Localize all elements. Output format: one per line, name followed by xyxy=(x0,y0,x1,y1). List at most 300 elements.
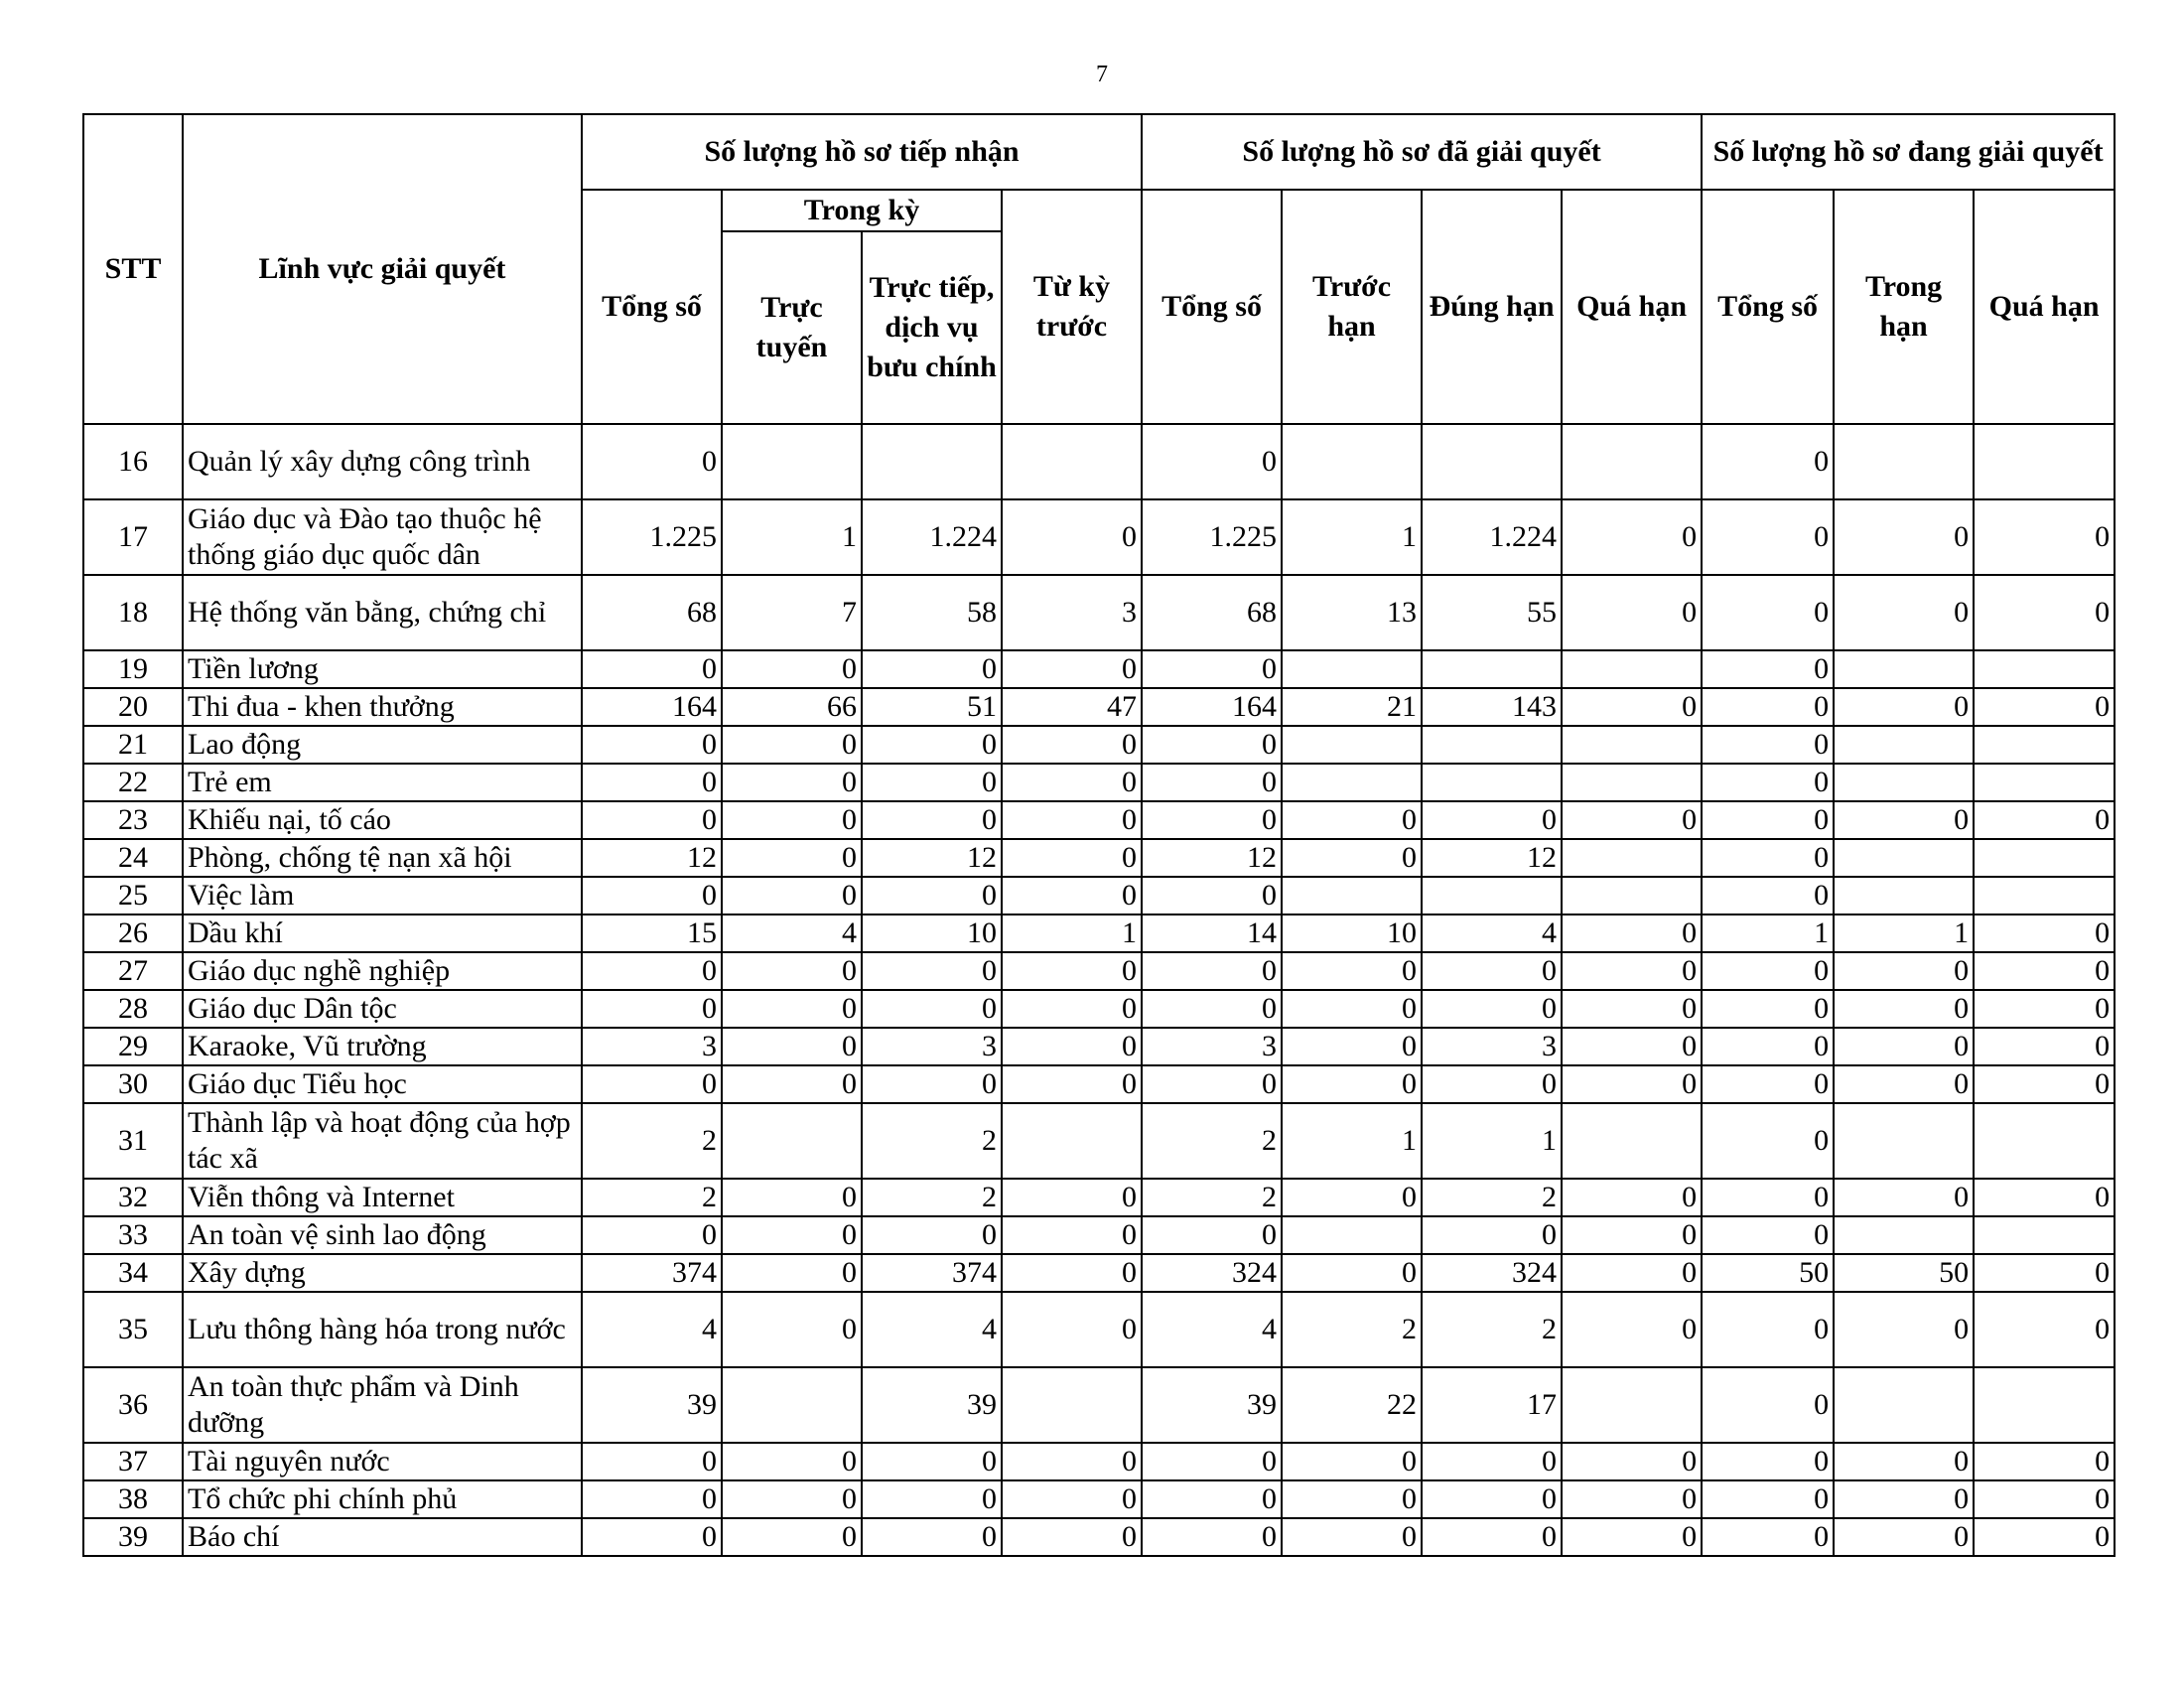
row-value-cell: 164 xyxy=(582,688,722,726)
row-value-cell: 0 xyxy=(1002,839,1142,877)
row-value-cell: 0 xyxy=(1974,801,2115,839)
row-value-cell: 12 xyxy=(582,839,722,877)
row-value-cell: 0 xyxy=(1562,1480,1702,1518)
row-value-cell: 0 xyxy=(1974,1292,2115,1367)
header-in-period: Trong kỳ xyxy=(722,190,1002,231)
row-value-cell xyxy=(1974,877,2115,914)
row-stt: 17 xyxy=(83,499,183,575)
row-value-cell: 21 xyxy=(1282,688,1422,726)
row-value-cell xyxy=(722,1367,862,1443)
row-value-cell xyxy=(1422,726,1562,764)
row-field: Giáo dục Dân tộc xyxy=(183,990,582,1028)
row-value-cell: 0 xyxy=(1142,424,1282,499)
row-value-cell: 0 xyxy=(1002,1518,1142,1556)
row-value-cell xyxy=(1974,839,2115,877)
row-value-cell: 0 xyxy=(1002,1216,1142,1254)
row-value-cell: 2 xyxy=(1422,1179,1562,1216)
row-field: Hệ thống văn bằng, chứng chỉ xyxy=(183,575,582,650)
row-value-cell: 0 xyxy=(1974,914,2115,952)
row-value-cell: 12 xyxy=(862,839,1002,877)
row-field: Khiếu nại, tố cáo xyxy=(183,801,582,839)
row-value-cell: 0 xyxy=(722,877,862,914)
row-value-cell: 0 xyxy=(722,726,862,764)
header-overdue: Quá hạn xyxy=(1562,190,1702,424)
row-value-cell: 0 xyxy=(1002,952,1142,990)
table-row xyxy=(83,839,2115,877)
table-row xyxy=(83,1065,2115,1103)
header-pending-total: Tổng số xyxy=(1702,190,1834,424)
table-row xyxy=(83,688,2115,726)
row-value-cell: 0 xyxy=(1142,1480,1282,1518)
row-value-cell: 0 xyxy=(582,764,722,801)
row-value-cell xyxy=(1974,1216,2115,1254)
row-value-cell: 0 xyxy=(1702,952,1834,990)
row-value-cell: 58 xyxy=(862,575,1002,650)
row-value-cell xyxy=(1834,877,1974,914)
row-value-cell: 2 xyxy=(1282,1292,1422,1367)
row-stt: 27 xyxy=(83,952,183,990)
row-value-cell: 0 xyxy=(1702,1216,1834,1254)
row-value-cell xyxy=(1834,424,1974,499)
row-value-cell: 0 xyxy=(1422,1216,1562,1254)
row-value-cell: 0 xyxy=(1002,499,1142,575)
row-value-cell xyxy=(1002,1103,1142,1179)
row-field: Quản lý xây dựng công trình xyxy=(183,424,582,499)
row-value-cell: 3 xyxy=(1002,575,1142,650)
row-value-cell: 1.225 xyxy=(1142,499,1282,575)
row-value-cell: 0 xyxy=(1422,990,1562,1028)
row-value-cell: 0 xyxy=(722,952,862,990)
row-value-cell: 0 xyxy=(722,1480,862,1518)
row-field: Xây dựng xyxy=(183,1254,582,1292)
row-value-cell: 2 xyxy=(1142,1103,1282,1179)
row-value-cell: 0 xyxy=(722,1292,862,1367)
row-value-cell xyxy=(1282,764,1422,801)
row-value-cell: 0 xyxy=(1142,990,1282,1028)
row-value-cell: 0 xyxy=(1834,1028,1974,1065)
row-value-cell: 51 xyxy=(862,688,1002,726)
row-value-cell: 0 xyxy=(1702,990,1834,1028)
row-value-cell: 0 xyxy=(1142,650,1282,688)
row-stt: 30 xyxy=(83,1065,183,1103)
row-value-cell: 0 xyxy=(1702,764,1834,801)
row-value-cell: 2 xyxy=(582,1103,722,1179)
row-stt: 22 xyxy=(83,764,183,801)
row-field: Tiền lương xyxy=(183,650,582,688)
row-value-cell xyxy=(1562,424,1702,499)
row-value-cell: 0 xyxy=(1562,1292,1702,1367)
row-value-cell: 0 xyxy=(1974,499,2115,575)
row-value-cell: 0 xyxy=(1834,1065,1974,1103)
row-value-cell: 0 xyxy=(1974,990,2115,1028)
row-value-cell: 374 xyxy=(862,1254,1002,1292)
row-value-cell: 0 xyxy=(582,726,722,764)
row-value-cell: 2 xyxy=(582,1179,722,1216)
row-value-cell: 0 xyxy=(1974,1443,2115,1480)
row-value-cell: 39 xyxy=(582,1367,722,1443)
row-value-cell: 0 xyxy=(582,1216,722,1254)
row-field: Thành lập và hoạt động của hợp tác xã xyxy=(183,1103,582,1179)
row-value-cell xyxy=(1834,764,1974,801)
row-value-cell xyxy=(1422,764,1562,801)
row-value-cell: 12 xyxy=(1142,839,1282,877)
row-value-cell: 0 xyxy=(1002,801,1142,839)
row-value-cell: 0 xyxy=(582,1480,722,1518)
row-value-cell: 0 xyxy=(722,1254,862,1292)
row-value-cell: 0 xyxy=(1002,650,1142,688)
row-stt: 28 xyxy=(83,990,183,1028)
row-field: Trẻ em xyxy=(183,764,582,801)
row-value-cell: 0 xyxy=(1974,575,2115,650)
row-value-cell: 324 xyxy=(1422,1254,1562,1292)
row-field: Giáo dục Tiểu học xyxy=(183,1065,582,1103)
row-value-cell: 0 xyxy=(1974,1065,2115,1103)
row-value-cell: 2 xyxy=(862,1103,1002,1179)
row-value-cell: 0 xyxy=(1142,952,1282,990)
row-value-cell: 68 xyxy=(1142,575,1282,650)
row-value-cell: 0 xyxy=(1974,952,2115,990)
row-value-cell: 0 xyxy=(1422,1065,1562,1103)
row-value-cell: 0 xyxy=(1834,1292,1974,1367)
table-row xyxy=(83,1443,2115,1480)
row-value-cell: 2 xyxy=(1142,1179,1282,1216)
row-value-cell xyxy=(862,424,1002,499)
page-number: 7 xyxy=(1096,62,1108,87)
row-value-cell: 4 xyxy=(862,1292,1002,1367)
table-row xyxy=(83,1518,2115,1556)
row-value-cell: 0 xyxy=(862,1518,1002,1556)
row-stt: 24 xyxy=(83,839,183,877)
row-value-cell xyxy=(1562,839,1702,877)
table-row xyxy=(83,575,2115,650)
row-value-cell: 0 xyxy=(862,1443,1002,1480)
row-value-cell xyxy=(1282,650,1422,688)
header-direct-postal: Trực tiếp, dịch vụ bưu chính xyxy=(862,231,1002,424)
row-value-cell xyxy=(1282,726,1422,764)
row-value-cell xyxy=(1974,1103,2115,1179)
table-row xyxy=(83,952,2115,990)
row-value-cell: 0 xyxy=(1282,1443,1422,1480)
row-value-cell: 0 xyxy=(1974,1480,2115,1518)
table-row xyxy=(83,1216,2115,1254)
row-value-cell: 0 xyxy=(1002,1254,1142,1292)
row-value-cell: 0 xyxy=(1834,499,1974,575)
row-value-cell: 0 xyxy=(1834,1480,1974,1518)
row-value-cell: 0 xyxy=(862,1480,1002,1518)
row-value-cell xyxy=(1834,839,1974,877)
row-value-cell: 0 xyxy=(1002,1179,1142,1216)
row-value-cell: 1 xyxy=(1282,1103,1422,1179)
row-stt: 16 xyxy=(83,424,183,499)
row-value-cell: 0 xyxy=(862,1216,1002,1254)
row-value-cell: 0 xyxy=(1002,1065,1142,1103)
row-value-cell: 0 xyxy=(1834,801,1974,839)
row-value-cell: 324 xyxy=(1142,1254,1282,1292)
row-value-cell: 0 xyxy=(1702,499,1834,575)
row-value-cell: 0 xyxy=(1562,1216,1702,1254)
row-value-cell: 50 xyxy=(1834,1254,1974,1292)
row-value-cell: 0 xyxy=(1702,1292,1834,1367)
row-value-cell xyxy=(1562,764,1702,801)
row-value-cell xyxy=(722,1103,862,1179)
row-value-cell: 14 xyxy=(1142,914,1282,952)
row-value-cell: 39 xyxy=(1142,1367,1282,1443)
row-value-cell: 0 xyxy=(1974,1518,2115,1556)
row-value-cell: 0 xyxy=(862,952,1002,990)
row-value-cell: 3 xyxy=(582,1028,722,1065)
row-value-cell: 0 xyxy=(1142,1216,1282,1254)
row-value-cell: 3 xyxy=(1142,1028,1282,1065)
row-value-cell: 0 xyxy=(1702,650,1834,688)
row-value-cell xyxy=(722,424,862,499)
header-before-deadline: Trước hạn xyxy=(1282,190,1422,424)
row-value-cell xyxy=(1834,726,1974,764)
table-header xyxy=(83,114,2115,424)
row-value-cell: 0 xyxy=(1422,1518,1562,1556)
row-value-cell: 0 xyxy=(1562,952,1702,990)
row-value-cell: 0 xyxy=(1562,1179,1702,1216)
row-value-cell: 0 xyxy=(1142,877,1282,914)
row-value-cell: 0 xyxy=(1834,1518,1974,1556)
row-value-cell: 0 xyxy=(722,839,862,877)
row-value-cell: 0 xyxy=(1702,1443,1834,1480)
row-value-cell xyxy=(1562,650,1702,688)
row-value-cell: 0 xyxy=(1702,877,1834,914)
row-value-cell: 0 xyxy=(1562,914,1702,952)
row-value-cell: 0 xyxy=(1974,688,2115,726)
row-value-cell: 0 xyxy=(722,1065,862,1103)
table-row xyxy=(83,914,2115,952)
row-value-cell: 0 xyxy=(1422,1480,1562,1518)
row-value-cell: 0 xyxy=(1834,1443,1974,1480)
row-value-cell: 0 xyxy=(582,1443,722,1480)
header-previous-period: Từ kỳ trước xyxy=(1002,190,1142,424)
row-value-cell: 0 xyxy=(1974,1028,2115,1065)
row-field: Phòng, chống tệ nạn xã hội xyxy=(183,839,582,877)
row-value-cell: 0 xyxy=(1834,1179,1974,1216)
row-field: Giáo dục nghề nghiệp xyxy=(183,952,582,990)
table-row xyxy=(83,1179,2115,1216)
row-value-cell: 50 xyxy=(1702,1254,1834,1292)
row-value-cell: 0 xyxy=(1002,990,1142,1028)
row-field: Lao động xyxy=(183,726,582,764)
row-value-cell: 0 xyxy=(1834,990,1974,1028)
row-value-cell: 0 xyxy=(1702,839,1834,877)
row-field: Thi đua - khen thưởng xyxy=(183,688,582,726)
row-value-cell: 2 xyxy=(1422,1292,1562,1367)
row-field: Tài nguyên nước xyxy=(183,1443,582,1480)
header-pending-overdue: Quá hạn xyxy=(1974,190,2115,424)
row-value-cell: 0 xyxy=(1002,726,1142,764)
row-value-cell xyxy=(1834,1216,1974,1254)
row-value-cell: 12 xyxy=(1422,839,1562,877)
row-value-cell: 0 xyxy=(1142,1518,1282,1556)
row-value-cell: 0 xyxy=(722,1443,862,1480)
row-value-cell: 0 xyxy=(1002,764,1142,801)
row-value-cell: 0 xyxy=(1834,575,1974,650)
row-value-cell: 0 xyxy=(722,801,862,839)
row-value-cell: 0 xyxy=(722,1216,862,1254)
row-value-cell xyxy=(1422,650,1562,688)
row-field: Tổ chức phi chính phủ xyxy=(183,1480,582,1518)
row-value-cell: 0 xyxy=(1702,1480,1834,1518)
row-value-cell: 0 xyxy=(1282,1518,1422,1556)
table-row xyxy=(83,764,2115,801)
row-value-cell xyxy=(1974,726,2115,764)
row-value-cell: 4 xyxy=(1142,1292,1282,1367)
row-value-cell: 7 xyxy=(722,575,862,650)
header-received-total: Tổng số xyxy=(582,190,722,424)
table-row xyxy=(83,1480,2115,1518)
row-field: Việc làm xyxy=(183,877,582,914)
row-value-cell: 4 xyxy=(582,1292,722,1367)
row-stt: 35 xyxy=(83,1292,183,1367)
row-value-cell: 0 xyxy=(1282,1028,1422,1065)
row-value-cell: 0 xyxy=(1702,801,1834,839)
row-value-cell: 10 xyxy=(1282,914,1422,952)
row-stt: 38 xyxy=(83,1480,183,1518)
row-value-cell xyxy=(1002,1367,1142,1443)
row-value-cell: 0 xyxy=(1282,1179,1422,1216)
row-value-cell: 1 xyxy=(722,499,862,575)
row-value-cell: 4 xyxy=(1422,914,1562,952)
row-value-cell: 2 xyxy=(862,1179,1002,1216)
row-value-cell: 0 xyxy=(1562,499,1702,575)
row-stt: 34 xyxy=(83,1254,183,1292)
row-field: Viễn thông và Internet xyxy=(183,1179,582,1216)
table-row xyxy=(83,650,2115,688)
row-value-cell: 0 xyxy=(862,764,1002,801)
row-field: Dầu khí xyxy=(183,914,582,952)
row-value-cell: 0 xyxy=(1422,801,1562,839)
table-body xyxy=(83,424,2115,1556)
report-table xyxy=(82,113,2116,1557)
row-value-cell: 0 xyxy=(1282,1254,1422,1292)
row-value-cell: 0 xyxy=(1974,1254,2115,1292)
row-value-cell: 0 xyxy=(1002,1480,1142,1518)
row-value-cell: 15 xyxy=(582,914,722,952)
row-value-cell: 0 xyxy=(1562,801,1702,839)
row-value-cell: 0 xyxy=(1702,1065,1834,1103)
table-row xyxy=(83,726,2115,764)
row-stt: 20 xyxy=(83,688,183,726)
row-value-cell: 0 xyxy=(582,1065,722,1103)
row-value-cell: 0 xyxy=(1702,424,1834,499)
row-field: Báo chí xyxy=(183,1518,582,1556)
row-value-cell: 0 xyxy=(722,990,862,1028)
row-value-cell: 1 xyxy=(1422,1103,1562,1179)
table-row xyxy=(83,1254,2115,1292)
row-value-cell: 0 xyxy=(722,1518,862,1556)
row-value-cell xyxy=(1562,877,1702,914)
row-value-cell: 0 xyxy=(1002,1028,1142,1065)
header-group-received: Số lượng hồ sơ tiếp nhận xyxy=(582,114,1142,190)
row-value-cell: 22 xyxy=(1282,1367,1422,1443)
row-value-cell xyxy=(1974,424,2115,499)
row-stt: 21 xyxy=(83,726,183,764)
table-row xyxy=(83,877,2115,914)
row-value-cell xyxy=(1422,424,1562,499)
row-value-cell: 0 xyxy=(862,877,1002,914)
row-value-cell: 0 xyxy=(722,764,862,801)
row-value-cell xyxy=(1974,1367,2115,1443)
row-value-cell: 3 xyxy=(1422,1028,1562,1065)
row-value-cell: 0 xyxy=(582,877,722,914)
row-value-cell: 0 xyxy=(1282,952,1422,990)
row-value-cell: 1.224 xyxy=(862,499,1002,575)
row-stt: 29 xyxy=(83,1028,183,1065)
row-stt: 39 xyxy=(83,1518,183,1556)
row-value-cell: 0 xyxy=(582,990,722,1028)
header-on-time: Đúng hạn xyxy=(1422,190,1562,424)
row-value-cell: 1 xyxy=(1702,914,1834,952)
table-row xyxy=(83,801,2115,839)
header-within-deadline: Trong hạn xyxy=(1834,190,1974,424)
row-value-cell xyxy=(1002,424,1142,499)
row-value-cell: 66 xyxy=(722,688,862,726)
row-value-cell xyxy=(1974,650,2115,688)
table-row xyxy=(83,424,2115,499)
row-value-cell: 0 xyxy=(1702,1028,1834,1065)
row-value-cell: 0 xyxy=(1562,1518,1702,1556)
row-value-cell xyxy=(1834,1367,1974,1443)
table-row xyxy=(83,1028,2115,1065)
row-value-cell: 0 xyxy=(1282,1065,1422,1103)
row-value-cell: 0 xyxy=(1282,1480,1422,1518)
row-value-cell: 0 xyxy=(722,1179,862,1216)
row-value-cell xyxy=(1834,1103,1974,1179)
row-value-cell: 0 xyxy=(582,1518,722,1556)
row-value-cell: 0 xyxy=(1142,801,1282,839)
table-row xyxy=(83,990,2115,1028)
row-value-cell: 47 xyxy=(1002,688,1142,726)
row-field: An toàn vệ sinh lao động xyxy=(183,1216,582,1254)
row-value-cell: 3 xyxy=(862,1028,1002,1065)
row-value-cell: 13 xyxy=(1282,575,1422,650)
row-value-cell xyxy=(1834,650,1974,688)
row-stt: 25 xyxy=(83,877,183,914)
row-value-cell: 10 xyxy=(862,914,1002,952)
row-value-cell: 0 xyxy=(1002,1443,1142,1480)
table-row xyxy=(83,1292,2115,1367)
row-value-cell xyxy=(1422,877,1562,914)
row-value-cell: 0 xyxy=(722,650,862,688)
row-value-cell: 1.224 xyxy=(1422,499,1562,575)
row-value-cell: 0 xyxy=(1422,1443,1562,1480)
row-value-cell: 0 xyxy=(722,1028,862,1065)
row-stt: 36 xyxy=(83,1367,183,1443)
header-online: Trực tuyến xyxy=(722,231,862,424)
row-value-cell: 0 xyxy=(1422,952,1562,990)
row-value-cell: 0 xyxy=(1142,726,1282,764)
header-group-resolved: Số lượng hồ sơ đã giải quyết xyxy=(1142,114,1702,190)
row-value-cell: 164 xyxy=(1142,688,1282,726)
header-stt: STT xyxy=(83,114,183,424)
row-value-cell: 0 xyxy=(1002,1292,1142,1367)
row-stt: 19 xyxy=(83,650,183,688)
row-value-cell: 0 xyxy=(1142,764,1282,801)
row-value-cell: 1 xyxy=(1002,914,1142,952)
row-value-cell xyxy=(1974,764,2115,801)
row-value-cell xyxy=(1562,1367,1702,1443)
row-value-cell xyxy=(1282,1216,1422,1254)
row-value-cell: 0 xyxy=(1562,1028,1702,1065)
row-value-cell: 39 xyxy=(862,1367,1002,1443)
row-value-cell: 0 xyxy=(1702,1103,1834,1179)
row-value-cell: 1 xyxy=(1834,914,1974,952)
row-value-cell: 0 xyxy=(1282,990,1422,1028)
row-value-cell: 0 xyxy=(862,1065,1002,1103)
